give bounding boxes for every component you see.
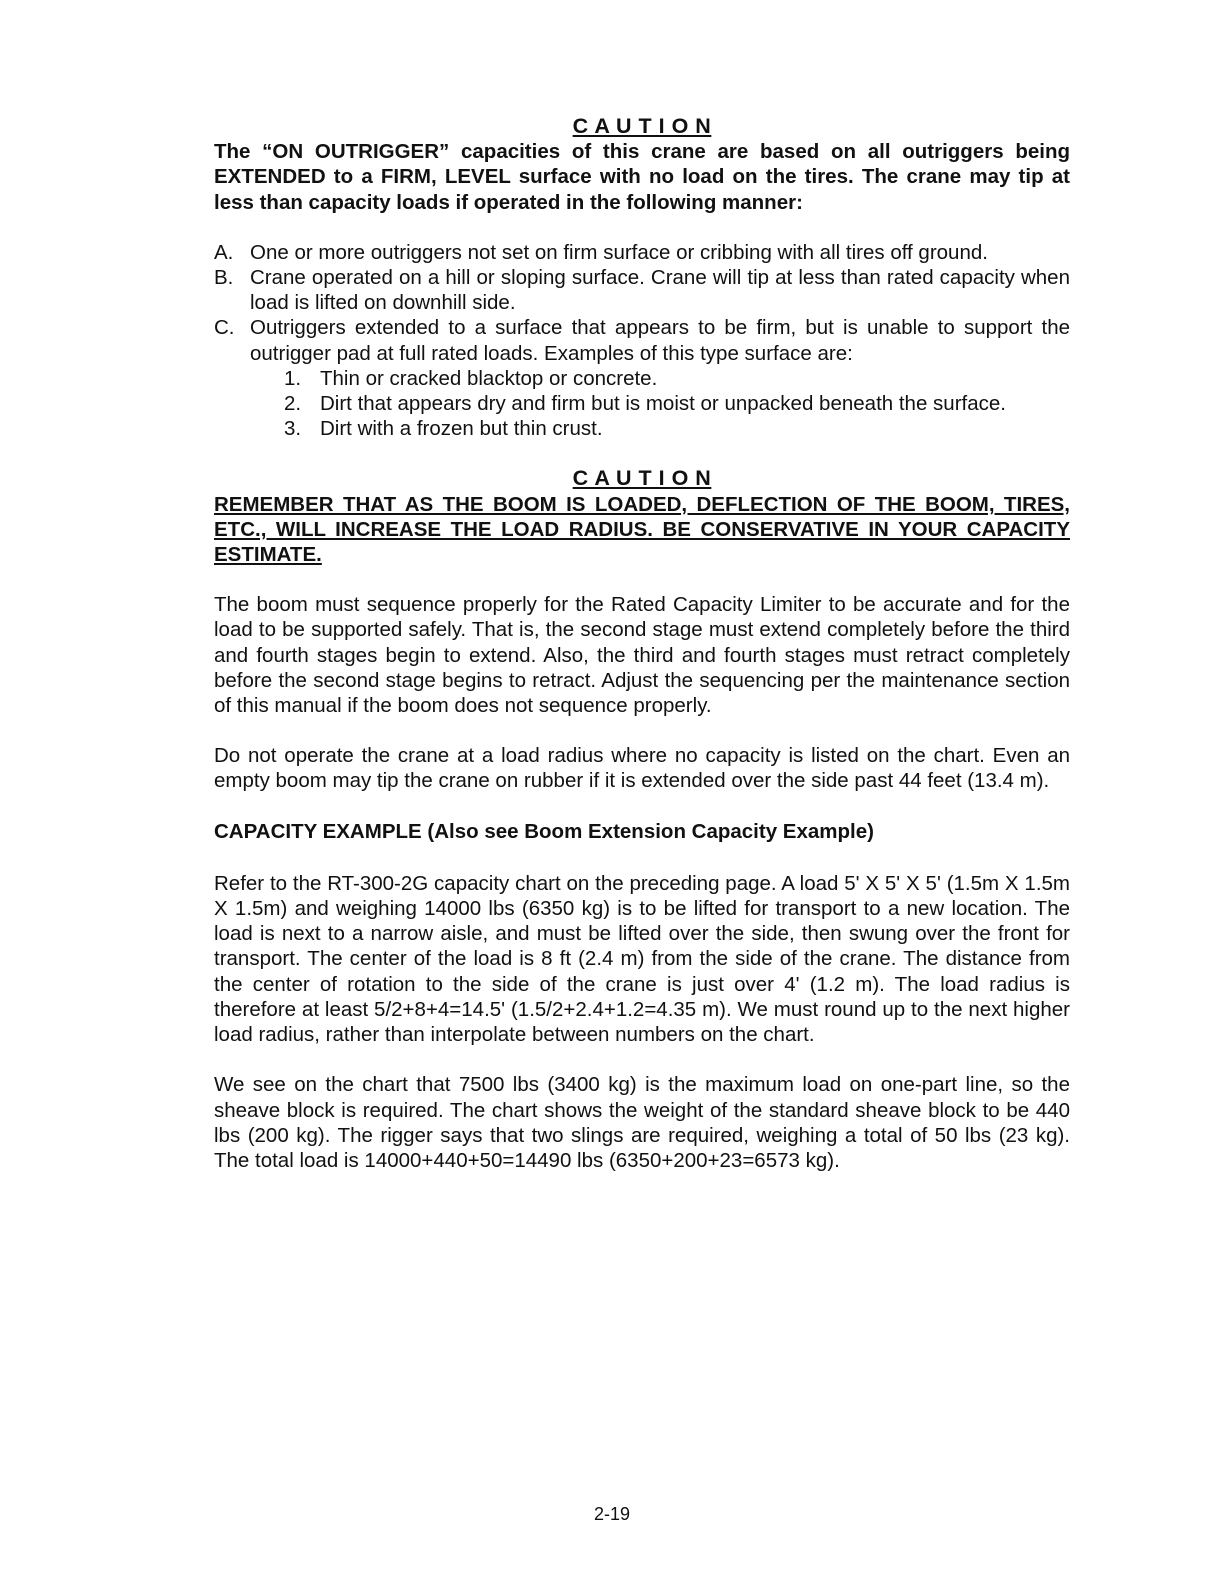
spacer	[214, 1047, 1070, 1072]
hazard-list	[214, 240, 1070, 366]
spacer	[214, 215, 1070, 240]
spacer	[214, 567, 1070, 592]
list-item-text: Outriggers extended to a surface that appears to be firm, but is unable to support the outrigger pad at full rated loads. Examples of this type surface are:	[250, 316, 1070, 365]
boom-sequence-paragraph: The boom must sequence properly for the Rated Capacity Limiter to be accurate and for the load to be supported safely. That is, the second stage must extend completely before the third and fourth stages begin to extend. Also, the third and fourth stages must retract completely before the second stage begins to retract. Adjust the sequencing per the maintenance section of this manual if the boom does not sequence properly.	[214, 593, 1070, 718]
surface-examples-list	[214, 366, 1070, 442]
list-item	[214, 265, 1070, 315]
capacity-example-paragraph-1: Refer to the RT-300-2G capacity chart on the preceding page. A load 5' X 5' X 5' (1.5m X 1.5m X 1.5m) and weighing 14000 lbs (6350 kg) is to be lifted for transport to a new location. The load is next to a narrow aisle, and must be lifted over the side, then swung over the front for transport. The center of the load is 8 ft (2.4 m) from the side of the crane. The distance from the center of rotation to the side of the crane is just over 4' (1.2 m). The load radius is therefore at least 5/2+8+4=14.5' (1.5/2+2.4+1.2=4.35 m). We must round up to the next higher load radius, rather than interpolate between numbers on the chart.	[214, 871, 1070, 1047]
caution-title-2: C A U T I O N	[572, 466, 712, 491]
capacity-example-heading: CAPACITY EXAMPLE (Also see Boom Extension Capacity Example)	[214, 819, 874, 843]
sub-list-marker: 2.	[284, 392, 302, 416]
list-item-text: Crane operated on a hill or sloping surface. Crane will tip at less than rated capacity when load is lifted on downhill side.	[250, 266, 1070, 315]
spacer	[214, 441, 1070, 466]
list-item	[214, 315, 1070, 365]
spacer	[214, 718, 1070, 743]
list-marker: B.	[214, 266, 234, 290]
sub-list-item-text: Thin or cracked blacktop or concrete.	[320, 366, 658, 390]
sub-list-item-text: Dirt that appears dry and firm but is moist or unpacked beneath the surface.	[320, 392, 1006, 416]
document-page	[214, 114, 1070, 1173]
list-marker: C.	[214, 316, 235, 340]
sub-list-item	[284, 366, 1070, 391]
sub-list-marker: 3.	[284, 417, 302, 441]
caution-text-1: The “ON OUTRIGGER” capacities of this crane are based on all outriggers being EXTENDED to a FIRM, LEVEL surface with no load on the tires. The crane may tip at less than capacity loads if operated in the following manner:	[214, 140, 1070, 214]
sub-list-item-text: Dirt with a frozen but thin crust.	[320, 417, 603, 441]
caution-text-2: REMEMBER THAT AS THE BOOM IS LOADED, DEFLECTION OF THE BOOM, TIRES, ETC., WILL INCREASE THE LOAD RADIUS. BE CONSERVATIVE IN YOUR CAPACITY ESTIMATE.	[214, 492, 1070, 567]
spacer	[214, 794, 1070, 819]
sub-list-marker: 1.	[284, 366, 302, 390]
list-marker: A.	[214, 240, 234, 264]
spacer	[214, 844, 1070, 871]
sub-list-item	[284, 416, 1070, 441]
caution-title-1: C A U T I O N	[572, 114, 712, 138]
load-radius-paragraph: Do not operate the crane at a load radius where no capacity is listed on the chart. Even an empty boom may tip the crane on rubber if it is extended over the side past 44 feet (13.4 m).	[214, 744, 1070, 793]
list-item	[214, 240, 1070, 265]
capacity-example-paragraph-2: We see on the chart that 7500 lbs (3400 kg) is the maximum load on one-part line, so the sheave block is required. The chart shows the weight of the standard sheave block to be 440 lbs (200 kg). The rigger says that two slings are required, weighing a total of 50 lbs (23 kg). The total load is 14000+440+50=14490 lbs (6350+200+23=6573 kg).	[214, 1073, 1070, 1172]
list-item-text: One or more outriggers not set on firm surface or cribbing with all tires off ground.	[250, 240, 988, 264]
sub-list-item	[284, 391, 1070, 416]
page-number: 2-19	[593, 1504, 631, 1524]
